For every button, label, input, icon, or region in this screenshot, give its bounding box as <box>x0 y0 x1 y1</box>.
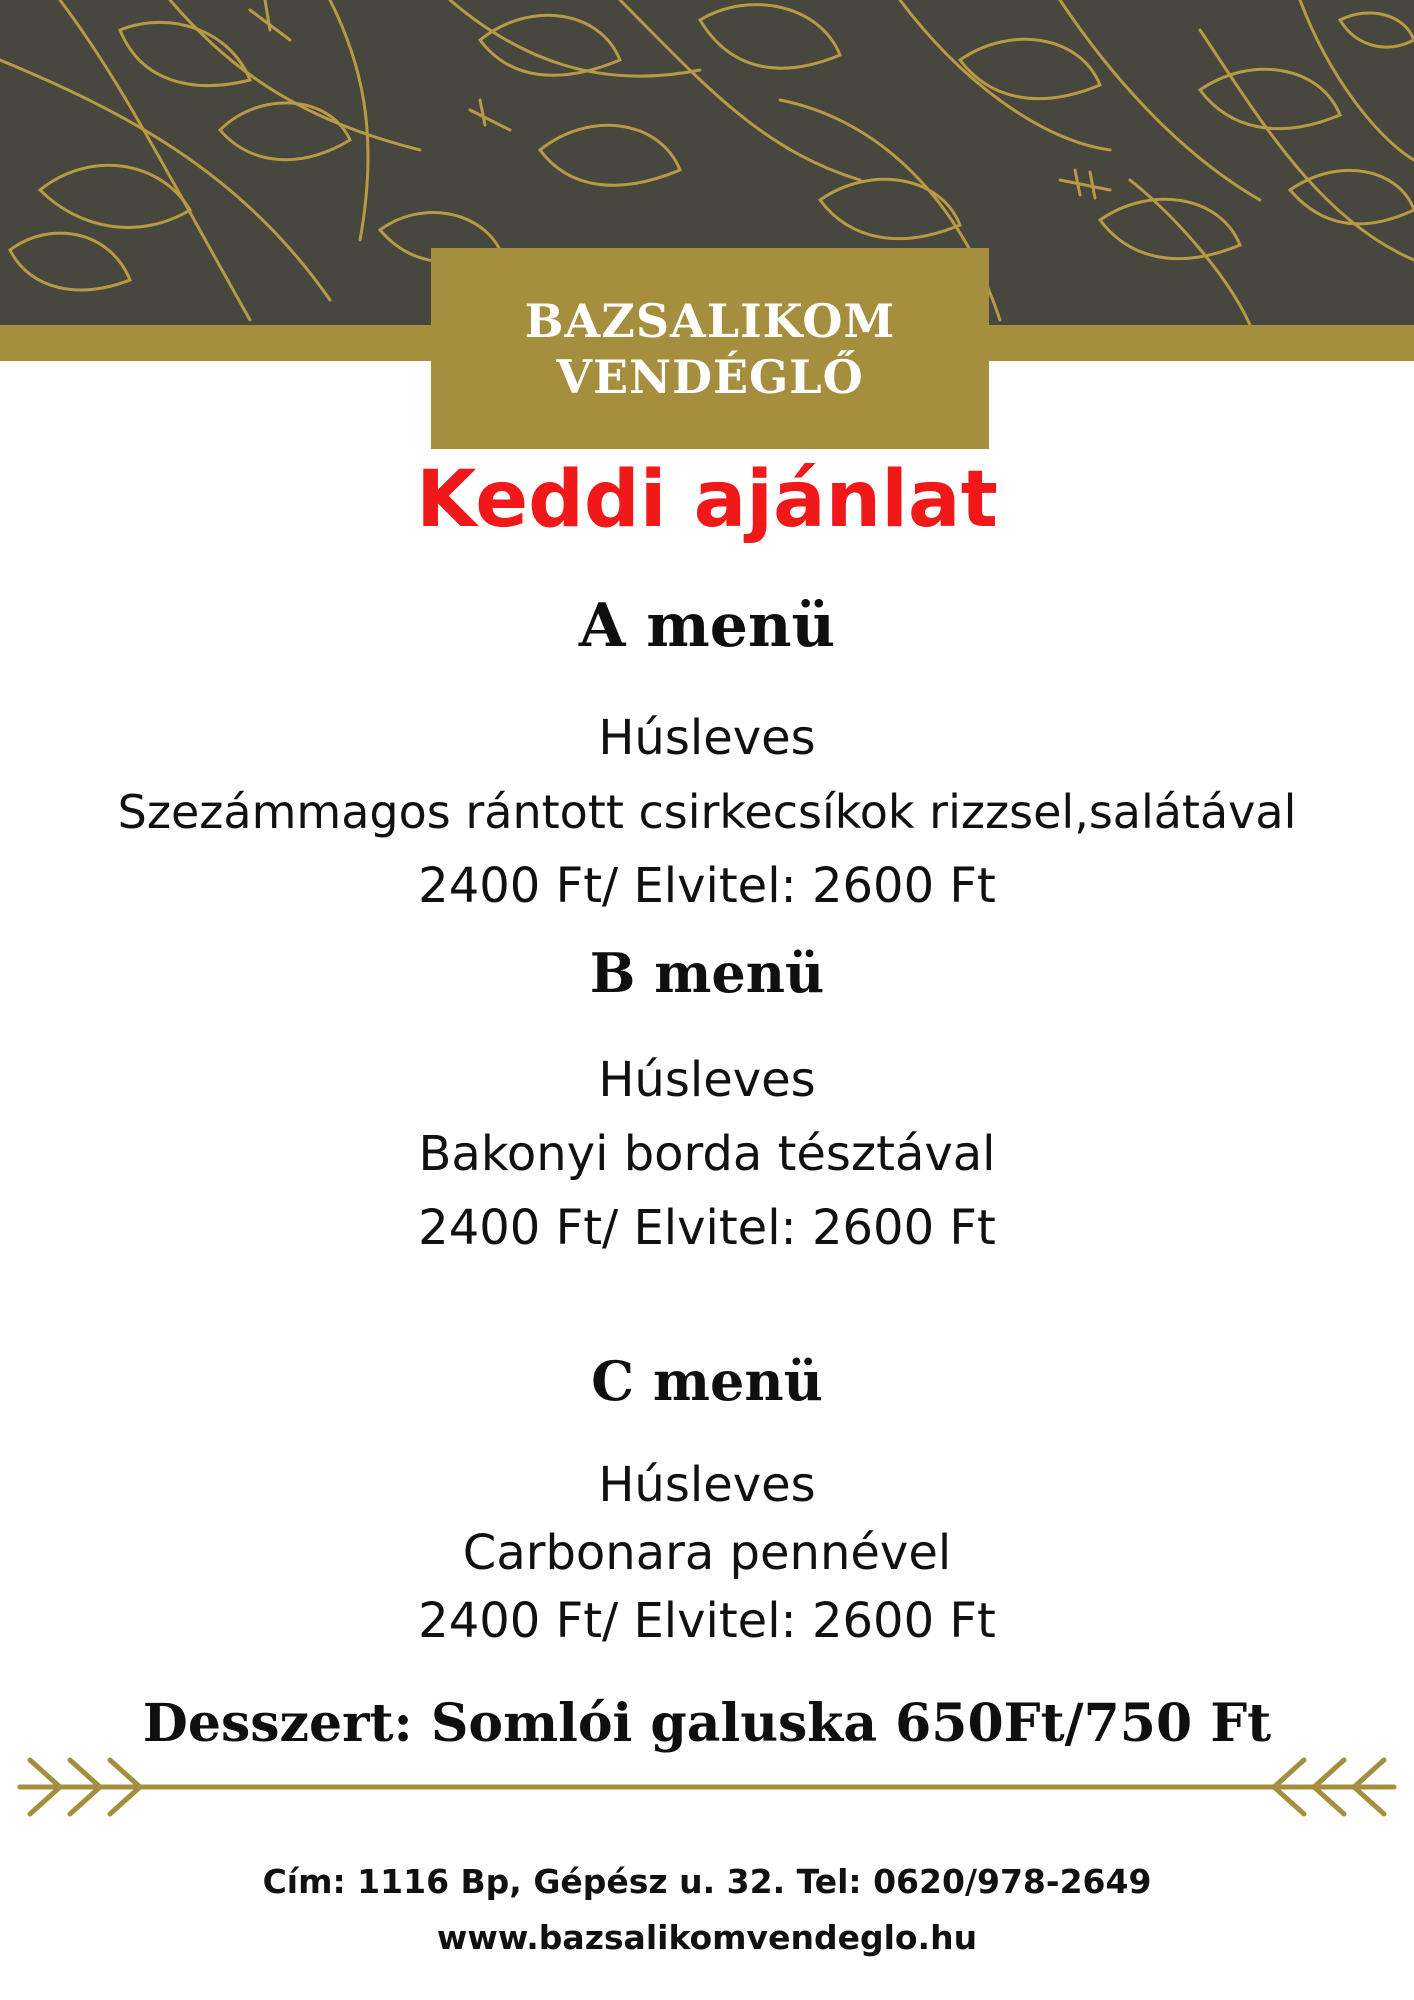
footer-website-link[interactable]: www.bazsalikomvendeglo.hu <box>436 1918 978 1957</box>
restaurant-name-box <box>431 248 989 449</box>
page-title: Keddi ajánlat <box>416 455 998 545</box>
restaurant-name-line2: VENDÉGLŐ <box>556 349 864 404</box>
menu-a-heading: A menü <box>578 591 836 661</box>
menu-b-price: 2400 Ft/ Elvitel: 2600 Ft <box>418 1200 996 1256</box>
menu-c-price: 2400 Ft/ Elvitel: 2600 Ft <box>418 1593 996 1649</box>
menu-c-heading: C menü <box>591 1349 823 1413</box>
dessert-line: Desszert: Somlói galuska 650Ft/750 Ft <box>142 1693 1272 1754</box>
menu-b-heading: B menü <box>589 941 825 1005</box>
footer-address: Cím: 1116 Bp, Gépész u. 32. Tel: 0620/978-2649 <box>262 1862 1152 1901</box>
menu-a-soup: Húsleves <box>598 710 816 766</box>
menu-a-price: 2400 Ft/ Elvitel: 2600 Ft <box>418 858 996 914</box>
arrow-divider-icon <box>0 1750 1414 1820</box>
menu-a-main: Szezámmagos rántott csirkecsíkok rizzsel,salátával <box>117 785 1297 839</box>
menu-c-main: Carbonara pennével <box>462 1525 952 1581</box>
restaurant-name-line1: BAZSALIKOM <box>524 293 896 348</box>
menu-b-main: Bakonyi borda tésztával <box>418 1126 996 1182</box>
menu-c-soup: Húsleves <box>598 1457 816 1513</box>
menu-b-soup: Húsleves <box>598 1052 816 1108</box>
